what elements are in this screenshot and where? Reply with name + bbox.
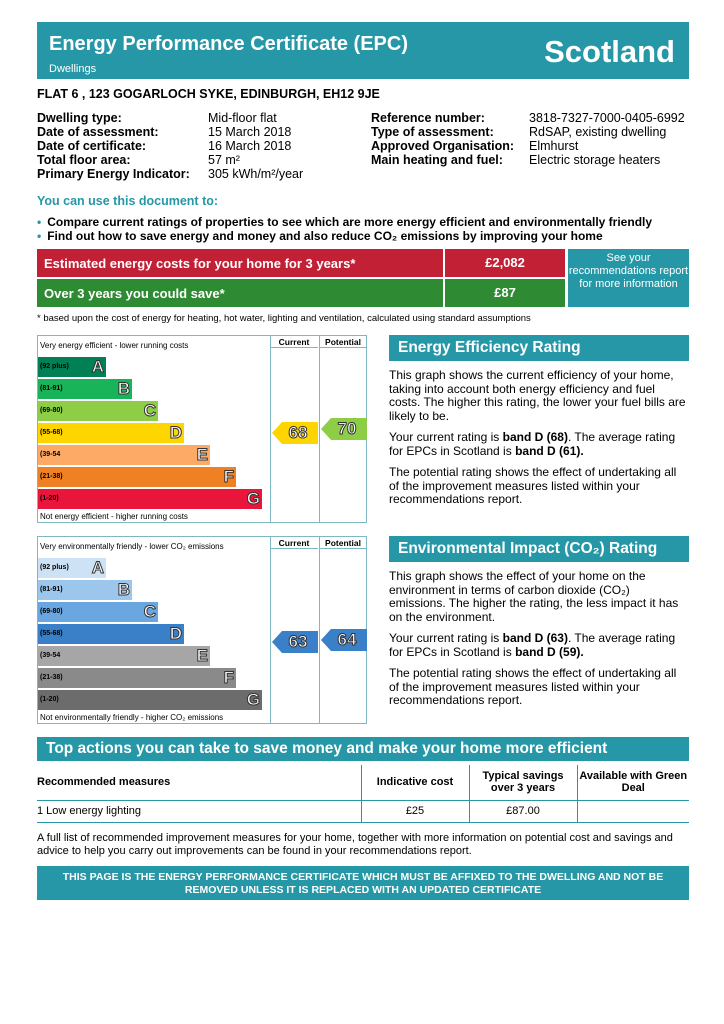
current-band: band D (63) xyxy=(502,631,568,645)
full-list-note: A full list of recommended improvement measures for your home, together with more information on potential cost and savings and advice to help you carry out improvements can be found in your recommendations report. xyxy=(37,832,673,857)
current-rating-arrow xyxy=(272,422,318,444)
band-letter: D xyxy=(169,624,182,643)
column-divider xyxy=(319,336,320,522)
chart-bottom-label: Not environmentally friendly - higher CO₂ emissions xyxy=(40,713,224,722)
chart-top-label: Very environmentally friendly - lower CO₂ emissions xyxy=(40,542,224,551)
detail-value: 16 March 2018 xyxy=(208,139,292,153)
band-range: (81-91) xyxy=(40,586,63,593)
table-cell: £25 xyxy=(361,800,469,822)
band-range: (69-80) xyxy=(40,608,63,615)
band-letter: G xyxy=(246,489,260,508)
average-band: band D (61). xyxy=(515,443,584,458)
rating-band-d xyxy=(38,624,184,644)
detail-label: Main heating and fuel: xyxy=(371,153,503,167)
use-document-heading: You can use this document to: xyxy=(37,194,219,208)
potential-column-header: Potential xyxy=(319,537,367,549)
certificate-title: Energy Performance Certificate (EPC) xyxy=(49,33,409,55)
potential-rating-arrow xyxy=(321,629,367,651)
band-range: (1-20) xyxy=(40,696,59,703)
certificate-subtitle: Dwellings xyxy=(49,63,97,75)
rating-band-g xyxy=(38,690,262,710)
band-letter: D xyxy=(169,423,182,442)
detail-value: Mid-floor flat xyxy=(208,111,277,125)
bullet-text: Compare current ratings of properties to see which are more energy efficient and environmentally friendly xyxy=(47,215,653,229)
detail-value: RdSAP, existing dwelling xyxy=(529,125,667,139)
detail-label: Type of assessment: xyxy=(371,125,494,139)
band-letter: F xyxy=(223,668,234,687)
rating-band-c xyxy=(38,602,158,622)
potential-rating-value: 64 xyxy=(337,630,357,650)
current-rating-arrow xyxy=(272,631,318,653)
band-letter: A xyxy=(91,558,104,577)
rating-band-e xyxy=(38,646,210,666)
bullet-dot-icon: • xyxy=(37,229,42,243)
country-name: Scotland xyxy=(544,34,675,69)
estimated-cost-value: £2,082 xyxy=(443,249,565,277)
current-rating-value: 63 xyxy=(288,631,308,651)
affix-banner: THIS PAGE IS THE ENERGY PERFORMANCE CERTIFICATE WHICH MUST BE AFFIXED TO THE DWELLING AND NOT BE REMOVED UNLESS IT IS REPLACED WITH AN UPDATED CERTIFICATE xyxy=(37,866,689,900)
band-range: (55-68) xyxy=(40,630,63,637)
band-range: (39-54 xyxy=(40,451,61,458)
column-header: Indicative cost xyxy=(361,765,469,800)
rating-band-a xyxy=(38,357,106,377)
band-range: (21-38) xyxy=(40,473,63,480)
efficiency-heading: Energy Efficiency Rating xyxy=(389,335,689,361)
text-fragment: . The average rating for EPCs in Scotland is xyxy=(389,631,676,659)
rating-band-a xyxy=(38,558,106,578)
efficiency-rating-chart xyxy=(37,335,367,523)
current-rating-value: 68 xyxy=(288,423,308,442)
detail-label: Approved Organisation: xyxy=(371,139,515,153)
average-band: band D (59). xyxy=(515,644,584,659)
band-range: (1-20) xyxy=(40,495,59,502)
detail-value: Electric storage heaters xyxy=(529,153,661,167)
band-range: (21-38) xyxy=(40,674,63,681)
rating-band-g xyxy=(38,489,262,509)
column-header: Typical savings over 3 years xyxy=(469,765,577,800)
band-letter: E xyxy=(196,445,208,464)
band-letter: B xyxy=(117,580,130,599)
recommended-measures-table xyxy=(37,765,689,823)
bullet-text: Find out how to save energy and money and also reduce CO₂ emissions by improving your home xyxy=(47,229,603,243)
impact-heading: Environmental Impact (CO₂) Rating xyxy=(389,536,689,562)
recommendations-link[interactable]: See your recommendations report for more information xyxy=(568,249,689,307)
detail-label: Date of certificate: xyxy=(37,139,147,153)
column-divider xyxy=(270,537,271,723)
detail-label: Primary Energy Indicator: xyxy=(37,167,190,181)
band-range: (81-91) xyxy=(40,385,63,392)
estimated-cost-row xyxy=(37,249,565,277)
band-letter: C xyxy=(143,401,156,420)
band-letter: F xyxy=(223,467,234,486)
current-column-header: Current xyxy=(270,537,318,549)
text-fragment: . The average rating for EPCs in Scotland is xyxy=(389,430,676,458)
table-cell: 1 Low energy lighting xyxy=(37,800,361,822)
bullet-item xyxy=(37,215,652,229)
detail-label: Date of assessment: xyxy=(37,125,159,139)
band-range: (39-54 xyxy=(40,652,61,659)
table-cell xyxy=(577,800,689,822)
band-range: (55-68) xyxy=(40,429,63,436)
rating-band-b xyxy=(38,580,132,600)
energy-cost-box xyxy=(37,249,689,309)
potential-rating-value: 70 xyxy=(337,419,357,439)
column-header: Available with Green Deal xyxy=(577,765,689,800)
column-header: Recommended measures xyxy=(37,765,361,800)
band-letter: G xyxy=(246,690,260,709)
table-row xyxy=(37,800,689,822)
detail-value: 305 kWh/m²/year xyxy=(208,167,304,181)
efficiency-paragraph xyxy=(389,431,689,458)
potential-column-header: Potential xyxy=(319,336,367,348)
band-range: (69-80) xyxy=(40,407,63,414)
impact-rating-chart xyxy=(37,536,367,724)
property-address: FLAT 6 , 123 GOGARLOCH SYKE, EDINBURGH, EH12 9JE xyxy=(37,87,380,101)
savings-value: £87 xyxy=(443,279,565,307)
detail-label: Reference number: xyxy=(371,111,485,125)
rating-band-f xyxy=(38,668,236,688)
top-actions-heading: Top actions you can take to save money and make your home more efficient xyxy=(37,737,689,761)
savings-row xyxy=(37,279,565,307)
impact-paragraph: The potential rating shows the effect of undertaking all of the improvement measures listed within your recommendations report. xyxy=(389,666,677,707)
band-letter: E xyxy=(196,646,208,665)
rating-band-b xyxy=(38,379,132,399)
efficiency-description xyxy=(389,369,689,515)
rating-band-c xyxy=(38,401,158,421)
efficiency-paragraph: This graph shows the current efficiency of your home, taking into account both energy efficiency and fuel costs. The higher this rating, the lower your fuel bills are likely to be. xyxy=(389,368,686,423)
impact-paragraph xyxy=(389,632,689,659)
column-divider xyxy=(270,336,271,522)
savings-label: Over 3 years you could save* xyxy=(44,286,225,301)
table-cell: £87.00 xyxy=(469,800,577,822)
text-fragment: Your current rating is xyxy=(389,631,503,645)
detail-label: Dwelling type: xyxy=(37,111,122,125)
band-letter: A xyxy=(91,357,104,376)
rating-band-e xyxy=(38,445,210,465)
current-column-header: Current xyxy=(270,336,318,348)
chart-bottom-label: Not energy efficient - higher running costs xyxy=(40,512,188,521)
detail-value: 57 m² xyxy=(208,153,240,167)
bullet-item xyxy=(37,229,603,243)
detail-value: 3818-7327-7000-0405-6992 xyxy=(529,111,685,125)
text-fragment: Your current rating is xyxy=(389,430,503,444)
cost-footnote: * based upon the cost of energy for heating, hot water, lighting and ventilation, calculated using standard assumptions xyxy=(37,313,531,324)
current-band: band D (68) xyxy=(502,430,568,444)
table-header-row xyxy=(37,765,689,800)
bullet-dot-icon: • xyxy=(37,215,42,229)
potential-rating-arrow xyxy=(321,418,367,440)
band-range: (92 plus) xyxy=(40,363,69,370)
rating-band-f xyxy=(38,467,236,487)
band-letter: B xyxy=(117,379,130,398)
impact-description xyxy=(389,570,689,716)
band-range: (92 plus) xyxy=(40,564,69,571)
estimated-cost-label: Estimated energy costs for your home for 3 years* xyxy=(44,256,356,271)
detail-value: Elmhurst xyxy=(529,139,579,153)
detail-label: Total floor area: xyxy=(37,153,131,167)
column-divider xyxy=(319,537,320,723)
band-letter: C xyxy=(143,602,156,621)
epc-header xyxy=(37,22,689,79)
rating-band-d xyxy=(38,423,184,443)
chart-top-label: Very energy efficient - lower running costs xyxy=(40,341,189,350)
impact-paragraph: This graph shows the effect of your home on the environment in terms of carbon dioxide (CO₂) emissions. The higher the rating, the less impact it has on the environment. xyxy=(389,569,679,624)
efficiency-paragraph: The potential rating shows the effect of undertaking all of the improvement measures listed within your recommendations report. xyxy=(389,465,677,506)
detail-value: 15 March 2018 xyxy=(208,125,292,139)
